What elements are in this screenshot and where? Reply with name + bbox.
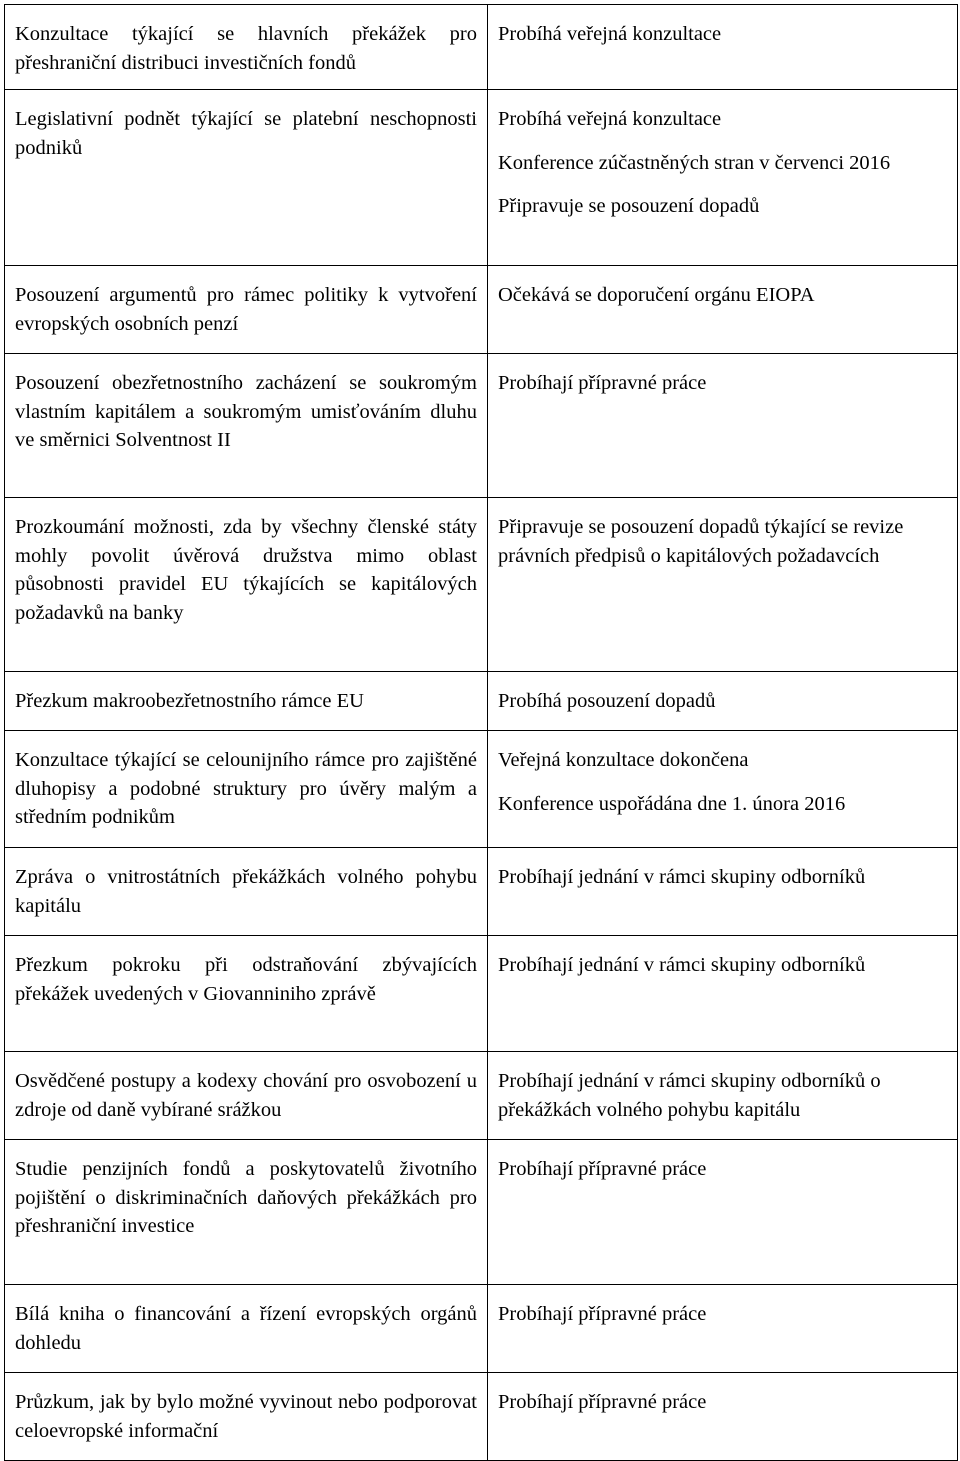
status-cell (488, 5, 958, 90)
status-text: Probíhají přípravné práce (498, 372, 707, 394)
table-row (5, 672, 958, 731)
measure-cell: Přezkum pokroku při odstraňování zbývajících překážek uvedených v Giovanniniho zprávě (5, 936, 488, 1052)
status-cell (488, 1052, 958, 1140)
measure-cell: Posouzení argumentů pro rámec politiky k vytvoření evropských osobních penzí (5, 266, 488, 354)
status-text: Konference uspořádána dne 1. února 2016 (498, 792, 846, 815)
status-cell (488, 498, 958, 672)
status-text: Probíhá veřejná konzultace (498, 23, 722, 45)
measure-cell: Přezkum makroobezřetnostního rámce EU (5, 672, 488, 731)
measure-cell: Prozkoumání možnosti, zda by všechny členské státy mohly povolit úvěrová družstva mimo oblast působnosti pravidel EU týkajících se kapitálových požadavků na banky (5, 498, 488, 672)
status-cell (488, 354, 958, 498)
measure-cell: Zpráva o vnitrostátních překážkách volného pohybu kapitálu (5, 848, 488, 936)
measure-cell: Osvědčené postupy a kodexy chování pro osvobození u zdroje od daně vybírané srážkou (5, 1052, 488, 1140)
table-row (5, 1285, 958, 1373)
status-text: Připravuje se posouzení dopadů (498, 195, 760, 217)
status-text: Probíhají jednání v rámci skupiny odborníků (498, 866, 866, 888)
table-row (5, 266, 958, 354)
status-cell (488, 1373, 958, 1461)
table-row (5, 731, 958, 848)
status-text: Probíhají přípravné práce (498, 1158, 707, 1180)
status-cell (488, 90, 958, 266)
table-row (5, 90, 958, 266)
status-text: Očekává se doporučení orgánu EIOPA (498, 284, 815, 306)
measure-cell: Konzultace týkající se celounijního rámce pro zajištěné dluhopisy a podobné struktury pro úvěry malým a středním podnikům (5, 731, 488, 848)
measure-cell: Průzkum, jak by bylo možné vyvinout nebo podporovat celoevropské informační (5, 1373, 488, 1461)
status-cell (488, 1285, 958, 1373)
measure-cell: Studie penzijních fondů a poskytovatelů životního pojištění o diskriminačních daňových překážkách pro přeshraniční investice (5, 1140, 488, 1285)
status-text: Probíhají přípravné práce (498, 1303, 707, 1325)
status-cell (488, 1140, 958, 1285)
measure-cell: Posouzení obezřetnostního zacházení se soukromým vlastním kapitálem a soukromým umisťováním dluhu ve směrnici Solventnost II (5, 354, 488, 498)
status-text: Probíhá veřejná konzultace (498, 108, 722, 130)
table-row (5, 5, 958, 90)
status-text: Probíhají přípravné práce (498, 1391, 707, 1413)
table-row (5, 354, 958, 498)
status-cell (488, 266, 958, 354)
measure-cell: Bílá kniha o financování a řízení evropských orgánů dohledu (5, 1285, 488, 1373)
status-text: Probíhají jednání v rámci skupiny odborníků o překážkách volného pohybu kapitálu (498, 1070, 881, 1121)
status-text: Probíhá posouzení dopadů (498, 690, 716, 712)
table-row (5, 498, 958, 672)
table-row (5, 1373, 958, 1461)
status-cell (488, 848, 958, 936)
status-text: Připravuje se posouzení dopadů týkající se revize právních předpisů o kapitálových požadavcích (498, 516, 904, 567)
status-cell (488, 672, 958, 731)
measures-table (4, 4, 958, 1461)
table-row (5, 1140, 958, 1285)
table-row (5, 1052, 958, 1140)
status-cell (488, 731, 958, 848)
table-row (5, 936, 958, 1052)
measure-cell: Konzultace týkající se hlavních překážek pro přeshraniční distribuci investičních fondů (5, 5, 488, 90)
status-text: Veřejná konzultace dokončena (498, 749, 749, 771)
table-row (5, 848, 958, 936)
measure-cell: Legislativní podnět týkající se platební neschopnosti podniků (5, 90, 488, 266)
status-cell (488, 936, 958, 1052)
status-text: Konference zúčastněných stran v červenci 2016 (498, 151, 891, 174)
status-text: Probíhají jednání v rámci skupiny odborníků (498, 954, 866, 976)
